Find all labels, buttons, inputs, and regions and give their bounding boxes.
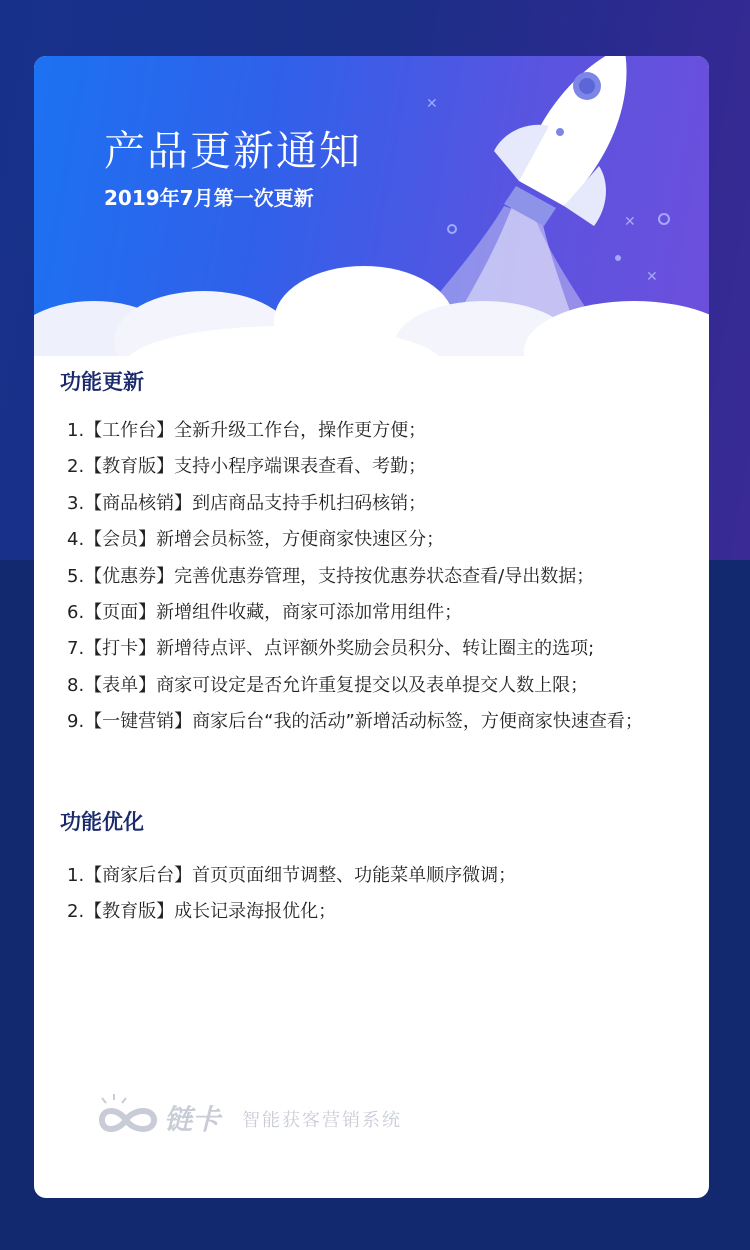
page-subtitle: 2019年7月第一次更新 <box>104 186 314 210</box>
list-item: 5.【优惠券】完善优惠券管理，支持按优惠券状态查看/导出数据； <box>67 565 595 587</box>
list-item: 6.【页面】新增组件收藏，商家可添加常用组件； <box>67 601 463 623</box>
rocket-illustration <box>34 56 709 386</box>
section-title-feature-optimization: 功能优化 <box>60 810 144 834</box>
svg-text:✕: ✕ <box>646 269 658 285</box>
list-item: 9.【一键营销】商家后台“我的活动”新增活动标签，方便商家快速查看； <box>67 711 643 733</box>
list-item: 3.【商品核销】到店商品支持手机扫码核销； <box>67 492 427 514</box>
list-item: 8.【表单】商家可设定是否允许重复提交以及表单提交人数上限； <box>67 674 589 696</box>
rocket-icon <box>494 56 627 226</box>
list-item: 7.【打卡】新增待点评、点评额外奖励会员积分、转让圈主的选项; <box>67 638 595 660</box>
svg-text:✕: ✕ <box>624 214 636 230</box>
page-title: 产品更新通知 <box>104 127 362 175</box>
brand-name: 链卡 <box>164 1103 221 1136</box>
infinity-logo-icon <box>96 1086 160 1146</box>
svg-text:✕: ✕ <box>426 96 438 112</box>
section-title-feature-updates: 功能更新 <box>60 370 144 394</box>
list-item: 2.【教育版】成长记录海报优化； <box>67 901 337 923</box>
feature-optimization-list <box>67 858 516 931</box>
brand-slogan: 智能获客营销系统 <box>242 1110 402 1131</box>
list-item: 1.【商家后台】首页页面细节调整、功能菜单顺序微调； <box>67 865 517 886</box>
list-item: 1.【工作台】全新升级工作台，操作更方便； <box>67 420 427 441</box>
list-item: 4.【会员】新增会员标签，方便商家快速区分； <box>67 529 445 551</box>
footer-branding <box>96 1086 516 1146</box>
header-banner <box>34 56 709 386</box>
list-item: 2.【教育版】支持小程序端课表查看、考勤； <box>67 456 427 478</box>
update-card <box>34 56 709 1198</box>
feature-update-list <box>67 413 643 741</box>
